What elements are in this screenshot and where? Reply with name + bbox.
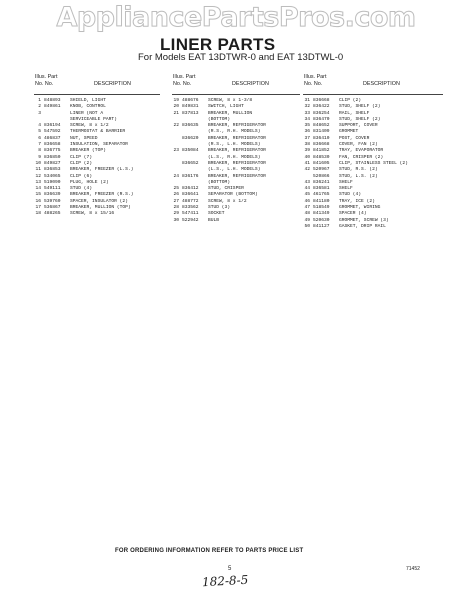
part-description: (BOTTOM) xyxy=(208,179,231,185)
part-no: 488772 xyxy=(182,198,199,204)
part-no: 848652 xyxy=(313,123,330,129)
illus-no: 26 xyxy=(173,192,179,198)
part-description: SCREW, 8 x 1-3/8 xyxy=(208,98,253,103)
part-no: 520967 xyxy=(313,167,330,173)
header-illus-part: Illus. Part xyxy=(304,74,327,80)
illus-no: 21 xyxy=(173,110,179,116)
part-no: 836422 xyxy=(313,104,330,110)
part-description: GASKET, DRIP RAIL xyxy=(339,223,386,229)
part-description: (R.S., R.H. MODELS) xyxy=(208,129,261,135)
parts-column-2 xyxy=(172,73,300,224)
part-description: BREAKER, REFRIGERATOR xyxy=(208,123,266,129)
part-description: BULB xyxy=(208,217,220,223)
part-no: 841605 xyxy=(313,160,330,166)
part-no: 488265 xyxy=(44,211,61,217)
part-description: SPACER (4) xyxy=(339,211,367,217)
illus-no: 46 xyxy=(304,198,310,204)
illus-no: 38 xyxy=(304,142,310,148)
part-description: CLIP (6) xyxy=(70,173,93,179)
document-number: 71452 xyxy=(406,566,420,572)
part-no: 486837 xyxy=(44,135,61,141)
illus-no: 18 xyxy=(35,211,41,217)
part-description: SHIELD, LIGHT xyxy=(70,98,106,103)
part-no: 518549 xyxy=(313,205,330,211)
illus-no: 11 xyxy=(35,167,41,173)
part-no: 849827 xyxy=(44,160,61,166)
illus-no: 9 xyxy=(38,154,41,160)
part-no: 849831 xyxy=(182,104,199,110)
illus-no: 15 xyxy=(35,192,41,198)
illus-no: 36 xyxy=(304,129,310,135)
part-description: BREAKER, REFRIGERATOR xyxy=(208,173,266,179)
header-no-no: No. No. xyxy=(304,81,323,87)
part-description: NUT, SPEED xyxy=(70,135,98,141)
part-no: 848530 xyxy=(313,154,330,160)
illus-no: 4 xyxy=(38,123,41,129)
part-description: SHELF xyxy=(339,179,353,185)
part-description: KNOB, CONTROL xyxy=(70,104,106,110)
page-title: LINER PARTS xyxy=(160,35,276,54)
part-no: 836853 xyxy=(44,167,61,173)
part-no: 836850 xyxy=(44,154,61,160)
illus-no: 40 xyxy=(304,154,310,160)
part-no: 488676 xyxy=(182,98,199,103)
part-no: 836620 xyxy=(182,135,199,141)
illus-no: 7 xyxy=(38,142,41,148)
illus-no: 5 xyxy=(38,129,41,135)
part-description: POST, COVER xyxy=(339,135,370,141)
part-row xyxy=(303,224,443,230)
part-no: 841127 xyxy=(313,223,330,229)
part-description: (BOTTOM) xyxy=(208,116,231,122)
illus-no: 31 xyxy=(304,98,310,103)
part-no: 836176 xyxy=(182,173,199,179)
part-description: BREAKER, MULLION (TOP) xyxy=(70,205,131,211)
parts-column-1 xyxy=(34,73,160,218)
part-no: 547411 xyxy=(182,211,199,217)
part-description: STUD, L.S. (2) xyxy=(339,173,378,179)
part-description: STUD, R.S. (2) xyxy=(339,167,378,173)
part-description: BREAKER, REFRIGERATOR xyxy=(208,160,266,166)
part-no: 848893 xyxy=(44,98,61,103)
header-description: DESCRIPTION xyxy=(232,81,269,87)
illus-no: 32 xyxy=(304,104,310,110)
part-description: SCREW, 8 x 1/2 xyxy=(70,123,109,129)
header-illus-part: Illus. Part xyxy=(173,74,196,80)
part-no: 520630 xyxy=(313,217,330,223)
handwritten-note: 182-8-5 xyxy=(201,572,249,590)
illus-no: 27 xyxy=(173,198,179,204)
illus-no: 47 xyxy=(304,205,310,211)
illus-no: 37 xyxy=(304,135,310,141)
part-no: 836639 xyxy=(44,192,61,198)
illus-no: 13 xyxy=(35,179,41,185)
part-description: SERVICEABLE PART) xyxy=(70,116,117,122)
part-no: 836641 xyxy=(182,192,199,198)
part-description: CLIP (2) xyxy=(339,98,362,103)
part-description: LINER (NOT A xyxy=(70,110,104,116)
part-description: (L.S., R.H. MODELS) xyxy=(208,154,261,160)
illus-no: 24 xyxy=(173,173,179,179)
ordering-info-note: FOR ORDERING INFORMATION REFER TO PARTS PRICE LIST xyxy=(115,548,304,554)
part-no: 835084 xyxy=(182,148,199,154)
part-description: INSULATION, SEPARATOR xyxy=(70,142,128,148)
part-no: 831409 xyxy=(313,129,330,135)
part-no: 836581 xyxy=(313,186,330,192)
illus-no: 48 xyxy=(304,211,310,217)
illus-no: 50 xyxy=(304,223,310,229)
part-no: 547592 xyxy=(44,129,61,135)
illus-no: 30 xyxy=(173,217,179,223)
part-no: 836412 xyxy=(182,186,199,192)
part-no: 836775 xyxy=(44,148,61,154)
part-description: TRAY, ICE (2) xyxy=(339,198,375,204)
illus-no: 42 xyxy=(304,167,310,173)
illus-no: 17 xyxy=(35,205,41,211)
illus-no: 35 xyxy=(304,123,310,129)
part-no: 841180 xyxy=(313,198,330,204)
part-description: TRAY, EVAPORATOR xyxy=(339,148,384,154)
part-no: 549111 xyxy=(44,186,61,192)
illus-no: 39 xyxy=(304,148,310,154)
part-no: 841349 xyxy=(313,211,330,217)
part-description: BREAKER (TOP) xyxy=(70,148,106,154)
illus-no: 16 xyxy=(35,198,41,204)
header-description: DESCRIPTION xyxy=(94,81,131,87)
page-number: 5 xyxy=(228,566,232,572)
part-description: STUD (4) xyxy=(339,192,362,198)
part-description: BREAKER, FREEZER (R.S.) xyxy=(70,192,134,198)
part-description: SWITCH, LIGHT xyxy=(208,104,244,110)
part-no: 836254 xyxy=(313,110,330,116)
part-no: 836652 xyxy=(182,160,199,166)
part-description: SPACER, INSULATOR (2) xyxy=(70,198,128,204)
illus-no: 20 xyxy=(173,104,179,110)
part-description: STUD (4) xyxy=(70,186,93,192)
part-no: 833562 xyxy=(182,205,199,211)
part-description: SUPPORT, COVER xyxy=(339,123,378,129)
part-description: STUD, SHELF (2) xyxy=(339,116,381,122)
part-no: 522942 xyxy=(182,217,199,223)
part-description: (L.S., L.H. MODELS) xyxy=(208,167,261,173)
part-description: STUD, SHELF (2) xyxy=(339,104,381,110)
part-no: 536867 xyxy=(44,205,61,211)
part-no: 836658 xyxy=(44,142,61,148)
part-description: FAN, CRISPER (2) xyxy=(339,154,384,160)
illus-no: 45 xyxy=(304,192,310,198)
part-no: 836470 xyxy=(313,116,330,122)
column-header xyxy=(172,73,300,95)
part-no: 836635 xyxy=(182,123,199,129)
header-description: DESCRIPTION xyxy=(363,81,400,87)
column-header xyxy=(303,73,443,95)
illus-no: 34 xyxy=(304,116,310,122)
illus-no: 44 xyxy=(304,186,310,192)
part-no: 836668 xyxy=(313,98,330,103)
parts-list xyxy=(172,95,300,224)
illus-no: 10 xyxy=(35,160,41,166)
part-no: 836241 xyxy=(313,179,330,185)
part-no: 836668 xyxy=(313,142,330,148)
illus-no: 41 xyxy=(304,160,310,166)
part-no: 520866 xyxy=(313,173,330,179)
illus-no: 29 xyxy=(173,211,179,217)
part-description: SEPARATOR (BOTTOM) xyxy=(208,192,258,198)
part-description: STUD, CRISPER xyxy=(208,186,244,192)
illus-no: 1 xyxy=(38,98,41,103)
part-description: STUD (3) xyxy=(208,205,231,211)
part-description: CLIP, STAINLESS STEEL (2) xyxy=(339,160,408,166)
parts-list xyxy=(34,95,160,218)
part-no: 841852 xyxy=(313,148,330,154)
illus-no: 28 xyxy=(173,205,179,211)
illus-no: 49 xyxy=(304,217,310,223)
part-description: BREAKER, REFRIGERATOR xyxy=(208,135,266,141)
part-description: BREAKER, FREEZER (L.S.) xyxy=(70,167,134,173)
part-description: CLIP (7) xyxy=(70,154,93,160)
illus-no: 25 xyxy=(173,186,179,192)
illus-no: 22 xyxy=(173,123,179,129)
part-description: SCREW, 8 x 1/2 xyxy=(208,198,247,204)
part-description: PLUG, HOLE (2) xyxy=(70,179,109,185)
column-header xyxy=(34,73,160,95)
illus-no: 14 xyxy=(35,186,41,192)
header-no-no: No. No. xyxy=(35,81,54,87)
part-description: GROMMET xyxy=(339,129,359,135)
part-description: COVER, FAN (2) xyxy=(339,142,378,148)
parts-list xyxy=(303,95,443,230)
page-subtitle: For Models EAT 13DTWR-0 and EAT 13DTWL-0 xyxy=(138,52,344,63)
part-description: SHELF xyxy=(339,186,353,192)
part-description: SCREW, 8 x 15/16 xyxy=(70,211,115,217)
illus-no: 8 xyxy=(38,148,41,154)
part-description: GROMMET, WIRING xyxy=(339,205,381,211)
illus-no: 23 xyxy=(173,148,179,154)
illus-no: 43 xyxy=(304,179,310,185)
part-description: BREAKER, REFRIGERATOR xyxy=(208,148,266,154)
site-watermark: AppliancePartsPros.com xyxy=(56,2,416,33)
part-no: 539760 xyxy=(44,198,61,204)
header-no-no: No. No. xyxy=(173,81,192,87)
part-description: THERMOSTAT & BARRIER xyxy=(70,129,126,135)
part-no: 837813 xyxy=(182,110,199,116)
part-description: (R.S., L.H. MODELS) xyxy=(208,142,261,148)
part-description: SOCKET xyxy=(208,211,225,217)
parts-column-3 xyxy=(303,73,443,230)
part-description: CLIP (2) xyxy=(70,160,93,166)
part-description: RAIL, SHELF xyxy=(339,110,370,116)
part-no: 461765 xyxy=(313,192,330,198)
illus-no: 19 xyxy=(173,98,179,103)
illus-no: 2 xyxy=(38,104,41,110)
header-illus-part: Illus. Part xyxy=(35,74,58,80)
part-no: 849861 xyxy=(44,104,61,110)
part-no: 519090 xyxy=(44,179,61,185)
illus-no: 33 xyxy=(304,110,310,116)
illus-no: 3 xyxy=(38,110,41,116)
illus-no: 12 xyxy=(35,173,41,179)
part-row xyxy=(34,211,160,217)
part-description: BREAKER, MULLION xyxy=(208,110,253,116)
part-row xyxy=(172,218,300,224)
part-no: 836194 xyxy=(44,123,61,129)
part-no: 534065 xyxy=(44,173,61,179)
part-no: 836410 xyxy=(313,135,330,141)
illus-no: 6 xyxy=(38,135,41,141)
part-description: GROMMET, SCREW (3) xyxy=(339,217,389,223)
